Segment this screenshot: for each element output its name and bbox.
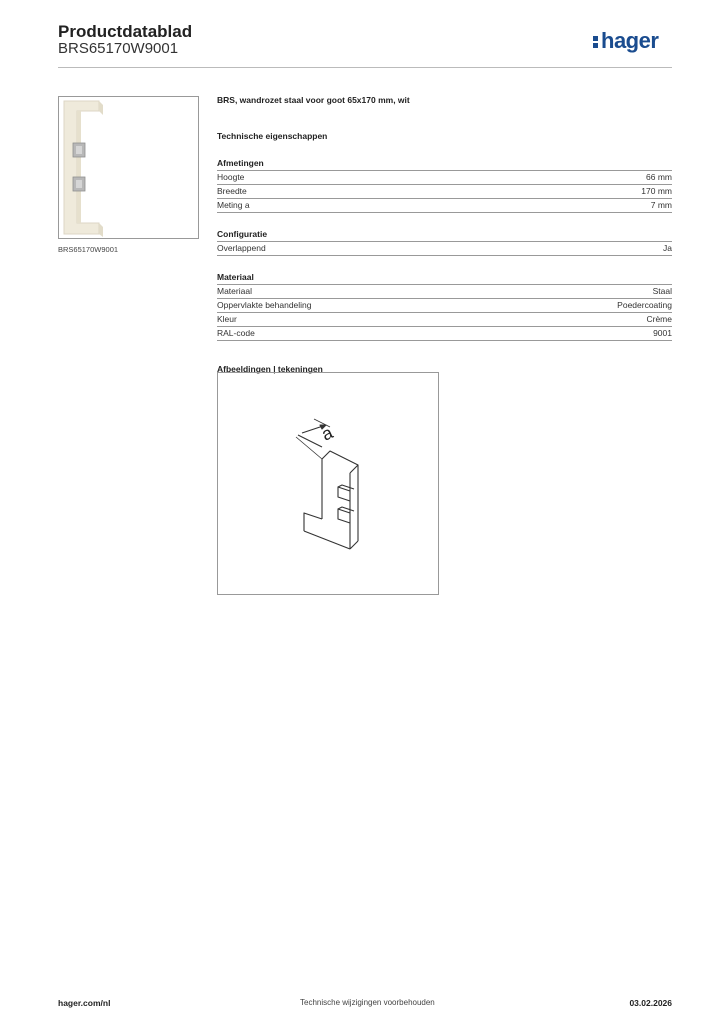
product-photo-icon [59, 97, 198, 238]
spec-value: Staal [652, 286, 672, 296]
page-title: Productdatablad [58, 22, 193, 41]
spec-value: 170 mm [641, 186, 672, 196]
footer-website[interactable]: hager.com/nl [58, 998, 111, 1008]
specs-heading: Technische eigenschappen [217, 131, 328, 141]
product-description: BRS, wandrozet staal voor goot 65x170 mm, wit [217, 95, 410, 105]
spec-label: Breedte [217, 186, 247, 196]
spec-label: Hoogte [217, 172, 245, 182]
section-title: Afmetingen [217, 158, 672, 171]
spec-label: Overlappend [217, 243, 266, 253]
spec-row [217, 299, 672, 313]
product-image [58, 96, 199, 239]
spec-label: RAL-code [217, 328, 255, 338]
spec-row [217, 185, 672, 199]
spec-label: Kleur [217, 314, 237, 324]
spec-section-dimensions [217, 158, 672, 213]
spec-value: Crème [646, 314, 672, 324]
spec-row [217, 171, 672, 185]
section-title: Configuratie [217, 229, 672, 242]
spec-section-material [217, 272, 672, 341]
footer-notice: Technische wijzigingen voorbehouden [300, 998, 435, 1007]
drawing-icon [218, 373, 438, 594]
spec-label: Meting a [217, 200, 250, 210]
images-heading: Afbeeldingen | tekeningen [217, 364, 323, 374]
spec-row [217, 242, 672, 256]
section-title: Materiaal [217, 272, 672, 285]
spec-section-configuration [217, 229, 672, 256]
main-content [217, 95, 672, 374]
footer-date: 03.02.2026 [629, 998, 672, 1008]
spec-row [217, 199, 672, 213]
spec-row [217, 313, 672, 327]
spec-value: Poedercoating [617, 300, 672, 310]
spec-label: Oppervlakte behandeling [217, 300, 312, 310]
spec-value: Ja [663, 243, 672, 253]
spec-value: 7 mm [650, 200, 672, 210]
spec-row [217, 285, 672, 299]
product-code: BRS65170W9001 [58, 40, 179, 57]
logo-text: hager [601, 28, 659, 53]
logo-dots-icon [593, 34, 599, 50]
spec-row [217, 327, 672, 341]
spec-label: Materiaal [217, 286, 252, 296]
hager-logo [593, 28, 658, 54]
spec-value: 66 mm [646, 172, 672, 182]
header-divider [58, 67, 672, 68]
product-image-caption: BRS65170W9001 [58, 245, 119, 254]
spec-value: 9001 [653, 328, 672, 338]
dimension-label: a [318, 422, 336, 445]
technical-drawing [217, 372, 439, 595]
